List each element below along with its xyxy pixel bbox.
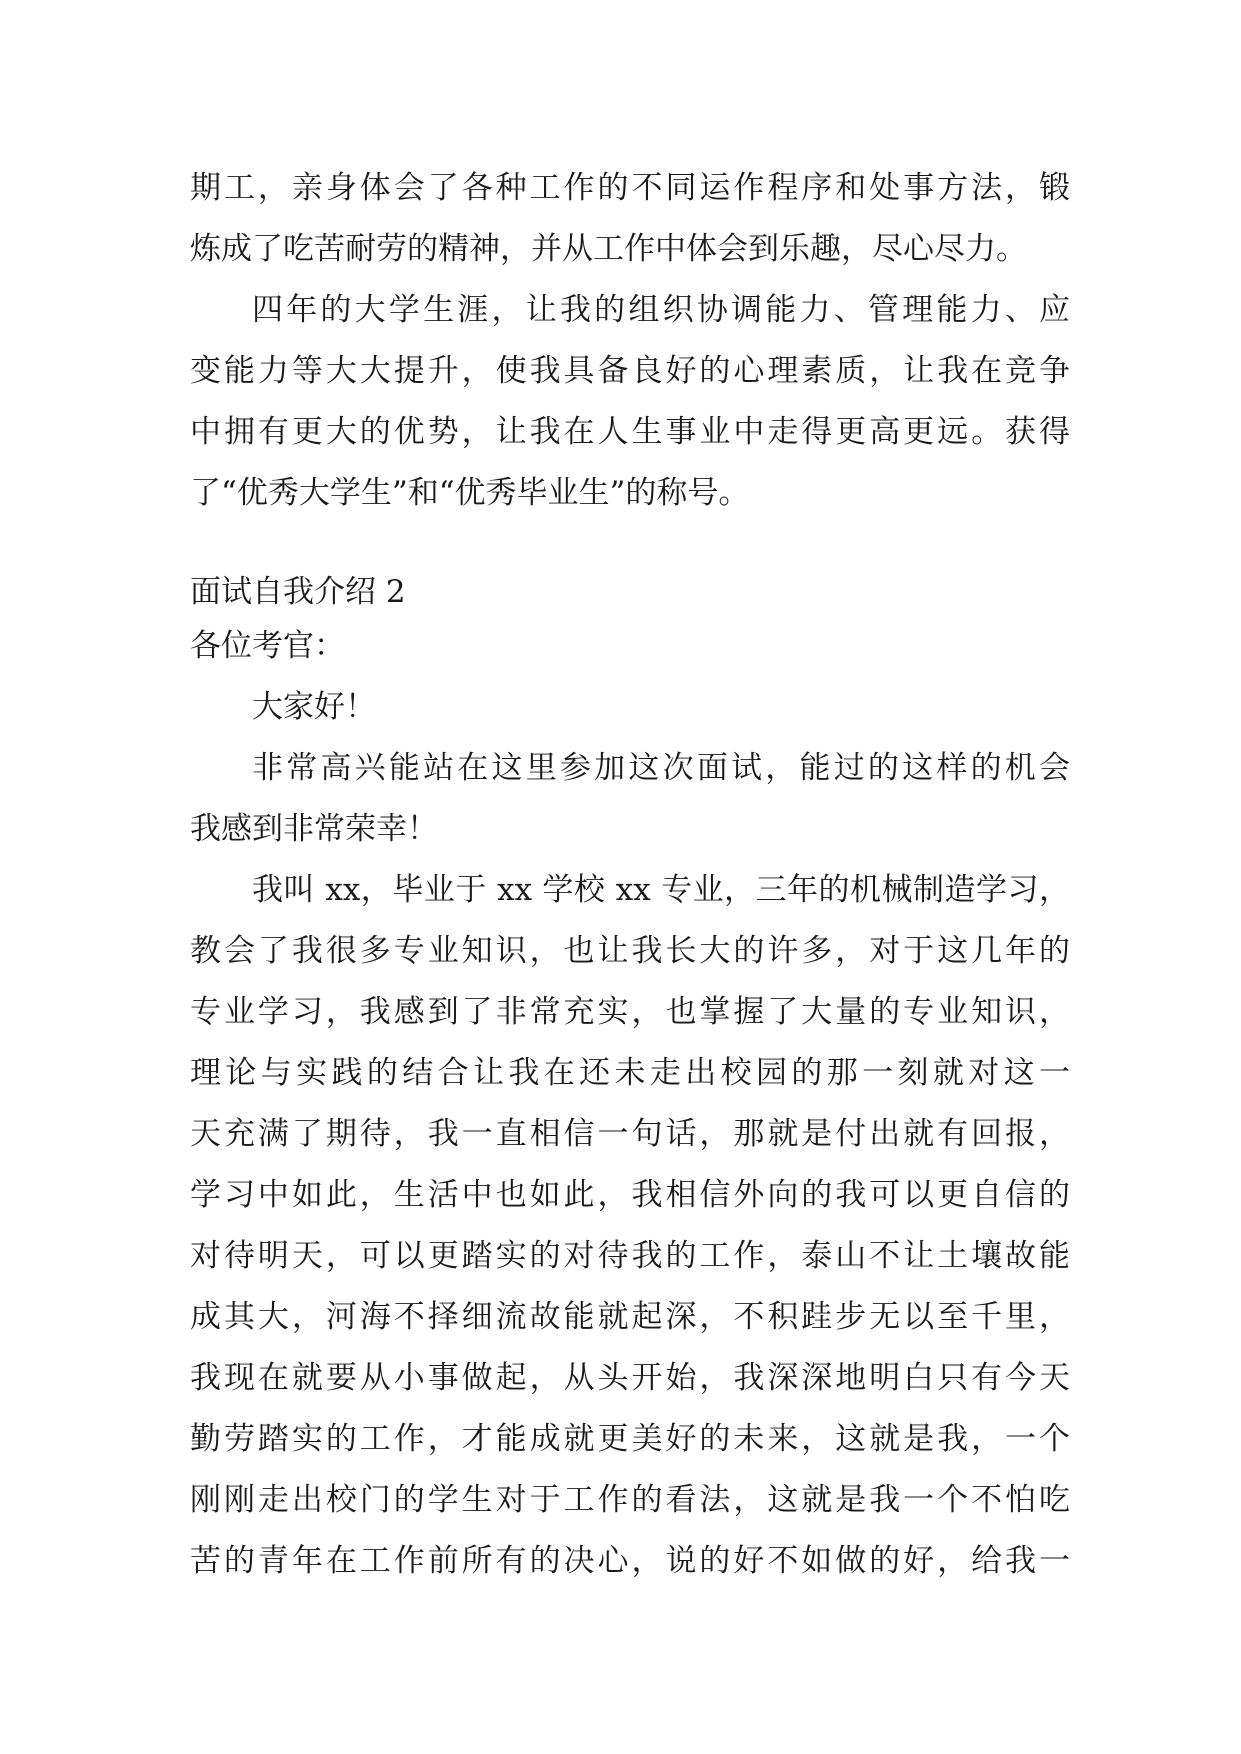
paragraph-line: 我感到非常荣幸！ [190,811,438,847]
paragraph-line: 成其大，河海不择细流故能就起深，不积跬步无以至千里， [190,1299,1070,1335]
paragraph-line: 天充满了期待，我一直相信一句话，那就是付出就有回报， [190,1116,1070,1152]
paragraph-line: 期工，亲身体会了各种工作的不同运作程序和处事方法，锻 [190,170,1070,206]
paragraph-line: 刚刚走出校门的学生对于工作的看法，这就是我一个不怕吃 [190,1482,1070,1518]
salutation: 各位考官： [190,628,345,664]
paragraph-line: 专业学习，我感到了非常充实，也掌握了大量的专业知识， [190,994,1070,1030]
paragraph-line: 理论与实践的结合让我在还未走出校园的那一刻就对这一 [190,1055,1070,1091]
paragraph-line: 炼成了吃苦耐劳的精神，并从工作中体会到乐趣，尽心尽力。 [190,231,1027,267]
paragraph-line: 学习中如此，生活中也如此，我相信外向的我可以更自信的 [190,1177,1070,1213]
paragraph-line: 了“优秀大学生”和“优秀毕业生”的称号。 [190,475,750,511]
paragraph-line: 苦的青年在工作前所有的决心，说的好不如做的好，给我一 [190,1543,1070,1579]
paragraph-line: 对待明天，可以更踏实的对待我的工作，泰山不让土壤故能 [190,1238,1070,1274]
paragraph-line: 勤劳踏实的工作，才能成就更美好的未来，这就是我，一个 [190,1421,1070,1457]
paragraph-line: 四年的大学生涯，让我的组织协调能力、管理能力、应 [252,292,1070,328]
paragraph-line: 中拥有更大的优势，让我在人生事业中走得更高更远。获得 [190,414,1070,450]
paragraph-line: 我叫 xx，毕业于 xx 学校 xx 专业，三年的机械制造学习， [252,872,1070,908]
greeting: 大家好！ [252,689,376,725]
section-heading: 面试自我介绍 2 [190,574,406,610]
paragraph-line: 教会了我很多专业知识，也让我长大的许多，对于这几年的 [190,933,1070,969]
paragraph-line: 我现在就要从小事做起，从头开始，我深深地明白只有今天 [190,1360,1070,1396]
paragraph-line: 非常高兴能站在这里参加这次面试，能过的这样的机会 [252,750,1070,786]
paragraph-line: 变能力等大大提升，使我具备良好的心理素质，让我在竞争 [190,353,1070,389]
